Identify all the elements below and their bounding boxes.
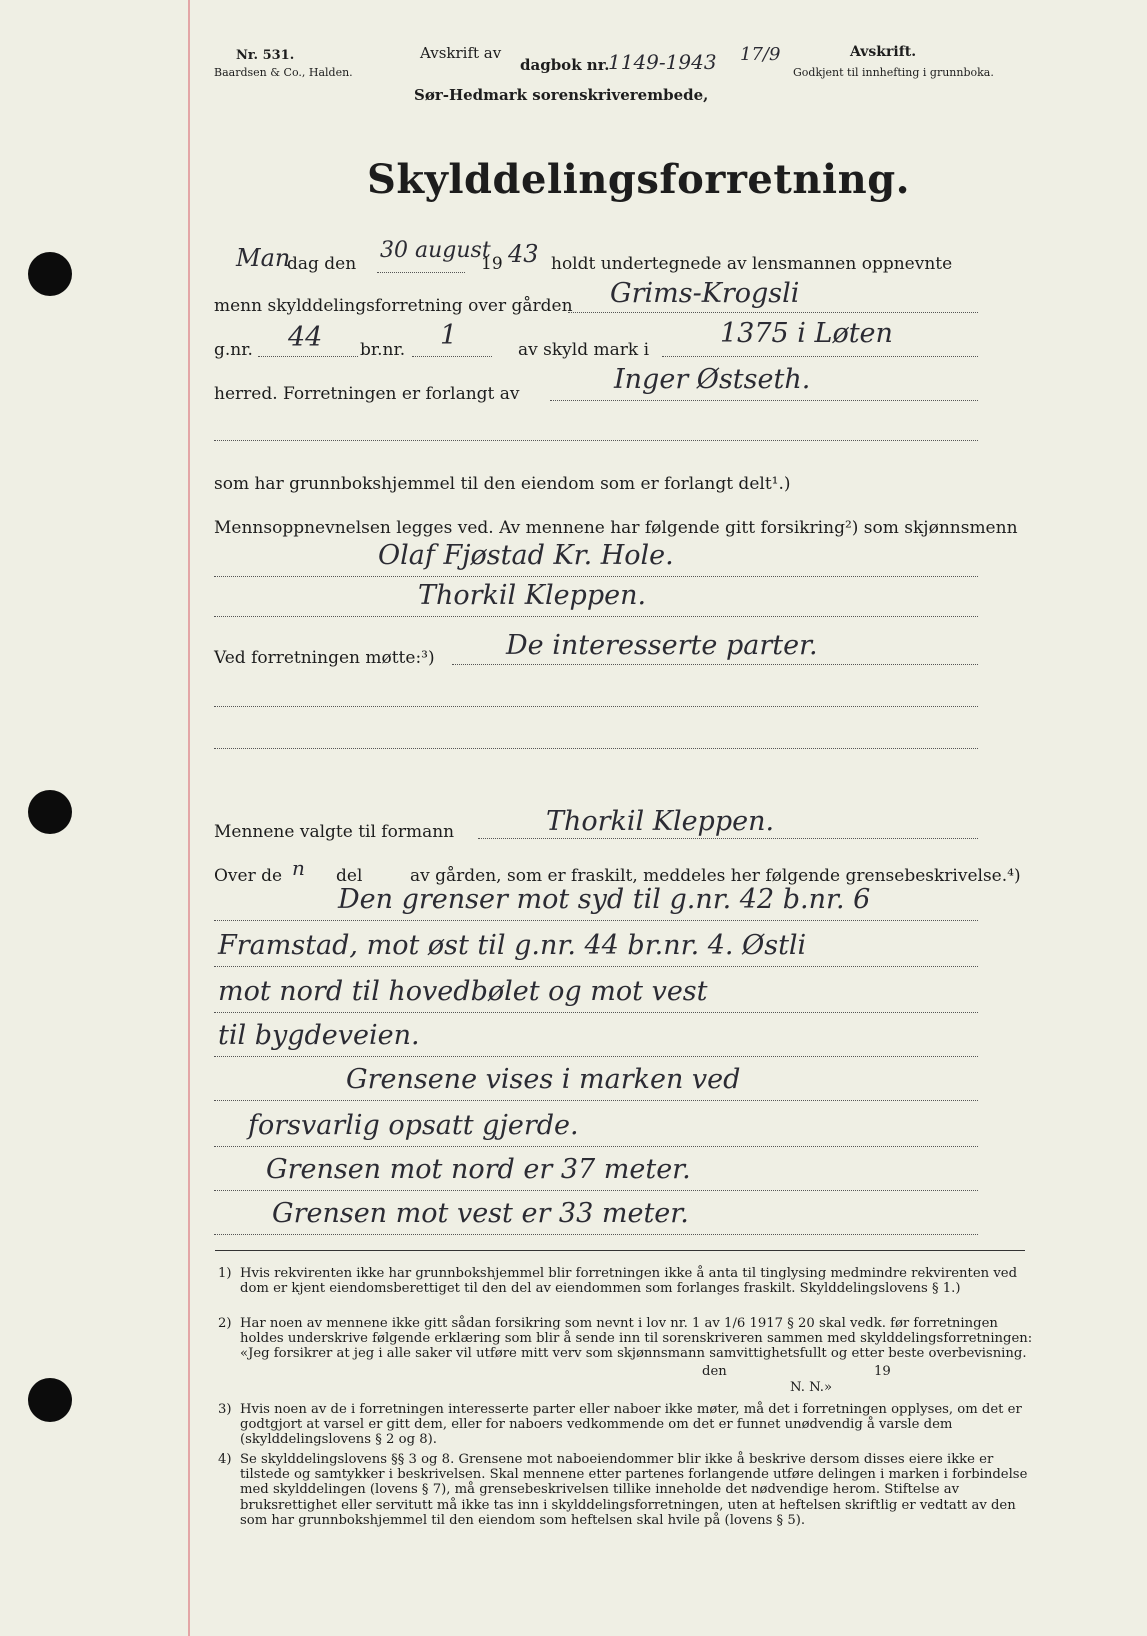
dotted-line (214, 748, 978, 749)
chairman-label: Mennene valgte til formann (214, 822, 455, 842)
dotted-line (214, 1012, 978, 1013)
day-prefix: Man (236, 244, 291, 272)
skyld-value: 1375 i Løten (720, 318, 893, 349)
dotted-line (550, 400, 978, 401)
dotted-line (214, 706, 978, 707)
dotted-line (214, 616, 978, 617)
document-title: Skylddelingsforretning. (367, 156, 911, 203)
footnote-text: Har noen av mennene ikke gitt sådan forsikring som nevnt i lov nr. 1 av 1/6 1917 § 20 skal vedk. før forretningen holdes underskrive følgende erklæring som blir å sende inn til sorenskriveren sammen med skylddelingsforretningen: «Jeg forsikrer at jeg i alle saker vil utføre mitt verv som skjønnsmann samvittighetsfullt og etter beste overbevisning. (240, 1316, 1033, 1362)
dotted-line (214, 576, 978, 577)
requester-name: Inger Østseth. (614, 364, 811, 395)
appraiser-line-2: Thorkil Kleppen. (418, 580, 647, 611)
dotted-line (214, 1056, 978, 1057)
dotted-line (412, 356, 492, 357)
dotted-line (214, 1190, 978, 1191)
form-number: Nr. 531. (236, 48, 295, 63)
journal-number: 1149-1943 (608, 50, 717, 74)
footnote-text: Hvis rekvirenten ikke har grunnbokshjemmel blir forretningen ikke å anta til tinglysing medmindre rekvirenten ved dom er kjent eiendomsberettiget til den del av eiendommen som forlanges fraskilt. Skylddelingslovens § 1.) (240, 1266, 1018, 1297)
footnote-2-year: 19 (874, 1364, 891, 1379)
farm-name: Grims-Krogsli (610, 278, 800, 309)
description-line: mot nord til hovedbølet og mot vest (218, 976, 708, 1007)
over-text: av gården, som er fraskilt, meddeles her følgende grensebeskrivelse.⁴) (410, 866, 1021, 886)
dotted-line (214, 1234, 978, 1235)
attendance-value: De interesserte parter. (506, 630, 818, 661)
dotted-line (568, 312, 978, 313)
description-line: til bygdeveien. (218, 1020, 420, 1051)
footnote-text: Se skylddelingslovens §§ 3 og 8. Grensene mot naboeiendommer blir ikke å beskrive dersom disses eiere ikke er tilstede og samtykker i beskrivelsen. Skal mennene etter partenes forlangende utføre delingen i marken i forbindelse med skylddelingen (lovens § 7), må grensebeskrivelsen tillike inneholde det nødvendige herom. Stiftelse av bruksrettighet eller servitutt må ikke tas inn i skylddelingsforretningen, uten at heftelsen skriftlig er vedtatt av den som har grunnbokshjemmel til den eiendom som heftelsen skal hvile på (lovens § 5). (240, 1452, 1028, 1528)
dotted-line (662, 356, 978, 357)
men-text: menn skylddelingsforretning over gården (214, 296, 573, 316)
dotted-line (214, 440, 978, 441)
footnote-number: 4) (218, 1452, 232, 1467)
dotted-line (214, 1146, 978, 1147)
dotted-line (377, 272, 465, 273)
office-name: Sør-Hedmark sorenskriverembede, (414, 86, 709, 104)
description-line: Framstad, mot øst til g.nr. 44 br.nr. 4. Østli (218, 930, 807, 961)
mennsopp-text: Mennsoppnevnelsen legges ved. Av mennene har følgende gitt forsikring²) som skjønnsmenn (214, 518, 1018, 538)
footnote-number: 2) (218, 1316, 232, 1331)
gnr-label: g.nr. (214, 340, 253, 360)
description-line: forsvarlig opsatt gjerde. (248, 1110, 579, 1141)
chairman-value: Thorkil Kleppen. (546, 806, 775, 837)
description-line: Grensen mot vest er 33 meter. (272, 1198, 689, 1229)
journal-date: 17/9 (740, 44, 781, 65)
dotted-line (478, 838, 978, 839)
footnote-text: Hvis noen av de i forretningen interesserte parter eller naboer ikke møter, må det i forretningen opplyses, om det er godtgjort at varsel er gitt dem, eller for naboers vedkommende om det er funnet unødvendig å varsle dem (skylddelingslovens § 2 og 8). (240, 1402, 1022, 1448)
description-line: Grensene vises i marken ved (346, 1064, 741, 1095)
attendance-label: Ved forretningen møtte:³) (214, 648, 435, 668)
appraiser-line-1: Olaf Fjøstad Kr. Hole. (378, 540, 674, 571)
dotted-line (214, 966, 978, 967)
approved-note: Godkjent til innhefting i grunnboka. (793, 66, 994, 79)
over-hand: n (292, 856, 305, 880)
over-del: del (336, 866, 363, 886)
copy-title: Avskrift. (850, 44, 917, 60)
dotted-line (214, 920, 978, 921)
grunnbok-text: som har grunnbokshjemmel til den eiendom som er forlangt delt¹.) (214, 474, 791, 494)
footnote-number: 1) (218, 1266, 232, 1281)
dotted-line (214, 1100, 978, 1101)
punch-hole (28, 1378, 72, 1422)
margin-rule (188, 0, 190, 1636)
gnr-value: 44 (288, 322, 323, 353)
punch-hole (28, 790, 72, 834)
date-value: 30 august (380, 238, 491, 263)
held-text: holdt undertegnede av lensmannen oppnevnte (551, 254, 953, 274)
bnr-value: 1 (440, 320, 458, 351)
over-prefix: Over de (214, 866, 283, 886)
punch-hole (28, 252, 72, 296)
dotted-line (452, 664, 978, 665)
footnote-separator (215, 1250, 1025, 1251)
description-line: Grensen mot nord er 37 meter. (266, 1154, 691, 1185)
copy-of-label: Avskrift av (420, 44, 502, 62)
footnote-2-nn: N. N.» (790, 1380, 833, 1395)
year-value: 43 (508, 240, 539, 268)
description-line: Den grenser mot syd til g.nr. 42 b.nr. 6 (338, 884, 871, 915)
dotted-line (258, 356, 358, 357)
footnote-number: 3) (218, 1402, 232, 1417)
footnote-2-den: den (702, 1364, 727, 1379)
skyld-label: av skyld mark i (518, 340, 650, 360)
bnr-label: br.nr. (360, 340, 406, 360)
printer-name: Baardsen & Co., Halden. (214, 66, 353, 79)
herred-text: herred. Forretningen er forlangt av (214, 384, 520, 404)
year-prefix: 19 (481, 254, 503, 274)
journal-label: dagbok nr. (520, 56, 610, 74)
day-label: dag den (287, 254, 357, 274)
